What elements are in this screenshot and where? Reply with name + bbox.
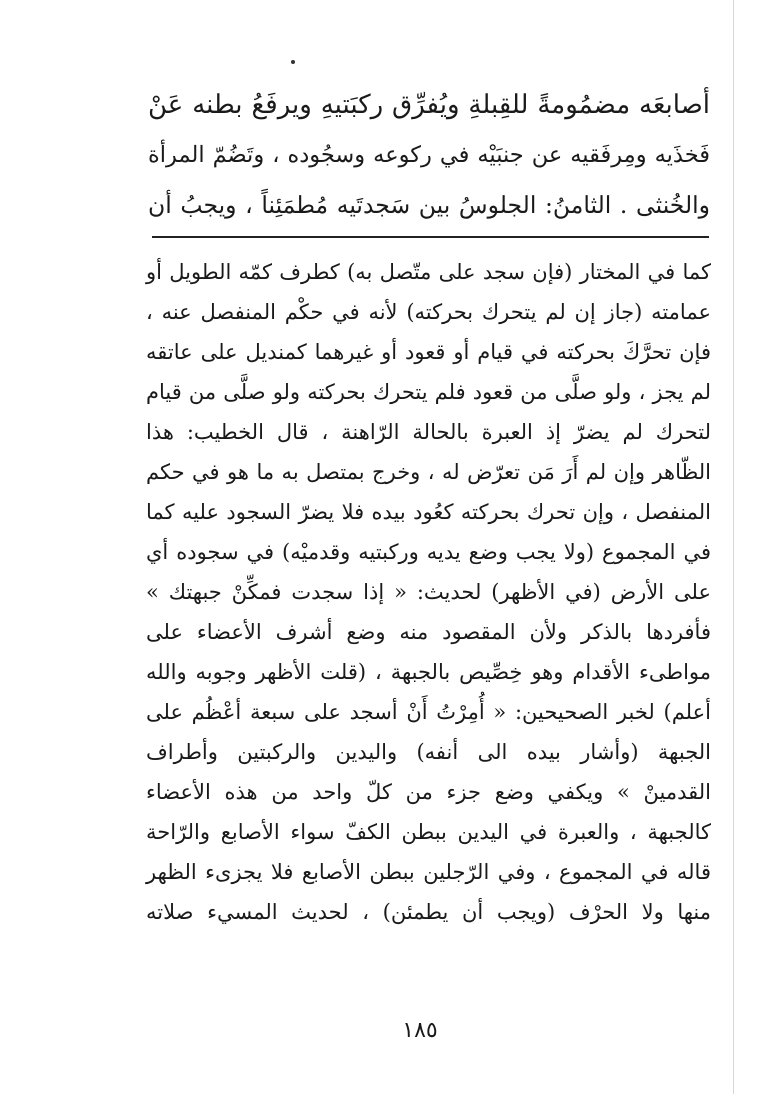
footnote-line: قاله في المجموع ، وفي الرّجلين ببطن الأصابع فلا يجزىء الظهر (146, 860, 711, 884)
footnote-line: مواطىء الأقدام وهو خِصِّيص بالجبهة ، (قلت الأظهر وجوبه والله (146, 660, 711, 684)
footnote-line: في المجموع (ولا يجب وضع يديه وركبتيه وقدميْه) في سجوده أي (146, 540, 711, 564)
footnote-line: عمامته (جاز إن لم يتحرك بحركته) لأنه في حكْم المنفصل عنه ، (146, 300, 711, 324)
footnote-line: لتحرك لم يضرّ إذ العبرة بالحالة الرّاهنة ، قال الخطيب: هذا (146, 420, 711, 444)
footnote-commentary-block (146, 252, 711, 932)
footnote-line: منها ولا الحرْف (ويجب أن يطمئن) ، لحديث المسيء صلاته (146, 900, 711, 924)
footnote-line: فإن تحرَّكَ بحركته في قيام أو قعود أو غيرهما كمنديل على عاتقه (146, 340, 711, 364)
main-text-block (148, 80, 710, 230)
footnote-line: على الأرض (في الأظهر) لحديث: « إذا سجدت فمكِّنْ جبهتك » (146, 580, 711, 604)
footnote-line: كما في المختار (فإن سجد على متّصل به) كطرف كمّه الطويل أو (146, 260, 711, 284)
ink-dot (291, 60, 295, 64)
footnote-line: أعلم) لخبر الصحيحين: « أُمِرْتُ أَنْ أسجد على سبعة أعْظُم على (146, 700, 711, 724)
main-text-line: فَخذَيه ومِرفَقيه عن جنبَيْه في ركوعه وسجُوده ، وتَضُمّ المرأة (148, 142, 710, 168)
footnote-line: لم يجز ، ولو صلَّى من قعود فلم يتحرك بحركته ولو صلَّى من قيام (146, 380, 711, 404)
footnote-line: كالجبهة ، والعبرة في اليدين ببطن الكفّ سواء الأصابع والرّاحة (146, 820, 711, 844)
main-text-line: والخُنثى . الثامنُ: الجلوسُ بين سَجدتَيه مُطمَئِناً ، ويجبُ أن (148, 191, 710, 219)
footnote-line: القدمينْ » ويكفي وضع جزء من كلّ واحد من هذه الأعضاء (146, 780, 711, 804)
footnote-line: المنفصل ، وإن تحرك بحركته كعُود بيده فلا يضرّ السجود عليه كما (146, 500, 711, 524)
main-text-line: أصابعَه مضمُومةً للقِبلةِ ويُفرِّق ركبَتيهِ ويرفَعُ بطنه عَنْ (148, 90, 710, 120)
footnote-line: فأفردها بالذكر ولأن المقصود منه وضع أشرف الأعضاء على (146, 620, 711, 644)
footnote-line: الظّاهر وإن لم أَرَ مَن تعرّض له ، وخرج بمتصل به ما هو في حكم (146, 460, 711, 484)
page-number: ١٨٥ (402, 1018, 438, 1043)
page-edge-line (733, 0, 734, 1094)
footnote-line: الجبهة (وأشار بيده الى أنفه) واليدين والركبتين وأطراف (146, 740, 711, 764)
footnote-separator-rule (152, 236, 709, 238)
